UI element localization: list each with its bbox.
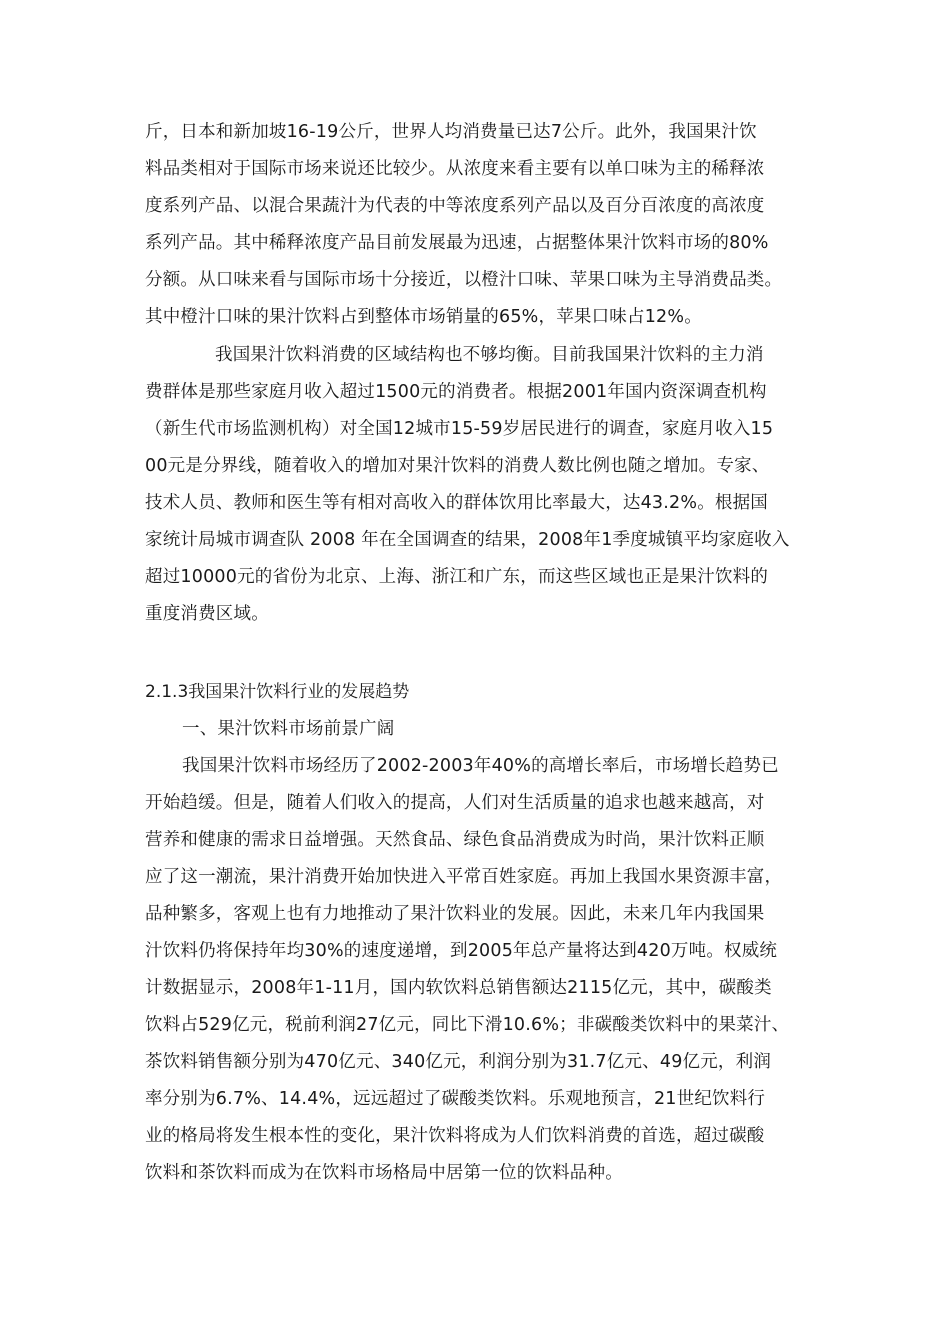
text-line: 分额。从口味来看与国际市场十分接近，以橙汁口味、苹果口味为主导消费品类。 bbox=[145, 270, 783, 290]
subheading: 一、果汁饮料市场前景广阔 bbox=[182, 719, 395, 739]
text-line: 汁饮料仍将保持年均30%的速度递增，到2005年总产量将达到420万吨。权威统 bbox=[145, 941, 778, 961]
text-line: 我国果汁饮料市场经历了2002-2003年40%的高增长率后，市场增长趋势已 bbox=[182, 756, 779, 776]
text-line: 开始趋缓。但是，随着人们收入的提高，人们对生活质量的追求也越来越高，对 bbox=[145, 793, 765, 813]
text-line: 茶饮料销售额分别为470亿元、340亿元，利润分别为31.7亿元、49亿元，利润 bbox=[145, 1052, 772, 1072]
text-line: 计数据显示，2008年1-11月，国内软饮料总销售额达2115亿元，其中，碳酸类 bbox=[145, 978, 772, 998]
text-line: 斤，日本和新加坡16-19公斤，世界人均消费量已达7公斤。此外，我国果汁饮 bbox=[145, 122, 757, 142]
text-line: 其中橙汁口味的果汁饮料占到整体市场销量的65%，苹果口味占12%。 bbox=[145, 307, 702, 327]
text-line: 料品类相对于国际市场来说还比较少。从浓度来看主要有以单口味为主的稀释浓 bbox=[145, 159, 765, 179]
section-heading: 2.1.3我国果汁饮料行业的发展趋势 bbox=[145, 682, 410, 702]
text-line: 系列产品。其中稀释浓度产品目前发展最为迅速，占据整体果汁饮料市场的80% bbox=[145, 233, 769, 253]
text-line: 品种繁多，客观上也有力地推动了果汁饮料业的发展。因此，未来几年内我国果 bbox=[145, 904, 765, 924]
text-line: （新生代市场监测机构）对全国12城市15-59岁居民进行的调查，家庭月收入15 bbox=[145, 419, 774, 439]
text-line: 技术人员、教师和医生等有相对高收入的群体饮用比率最大，达43.2%。根据国 bbox=[145, 493, 768, 513]
text-line: 应了这一潮流，果汁消费开始加快进入平常百姓家庭。再加上我国水果资源丰富， bbox=[145, 867, 783, 887]
text-line: 率分别为6.7%、14.4%，远远超过了碳酸类饮料。乐观地预言，21世纪饮料行 bbox=[145, 1089, 766, 1109]
text-line: 重度消费区域。 bbox=[145, 604, 269, 624]
text-line: 饮料和茶饮料而成为在饮料市场格局中居第一位的饮料品种。 bbox=[145, 1163, 623, 1183]
text-line: 费群体是那些家庭月收入超过1500元的消费者。根据2001年国内资深调查机构 bbox=[145, 382, 767, 402]
text-line: 家统计局城市调查队 2008 年在全国调查的结果，2008年1季度城镇平均家庭收入 bbox=[145, 530, 790, 550]
text-line: 超过10000元的省份为北京、上海、浙江和广东，而这些区域也正是果汁饮料的 bbox=[145, 567, 769, 587]
text-line: 饮料占529亿元，税前利润27亿元，同比下滑10.6%；非碳酸类饮料中的果菜汁、 bbox=[145, 1015, 790, 1035]
text-line: 度系列产品、以混合果蔬汁为代表的中等浓度系列产品以及百分百浓度的高浓度 bbox=[145, 196, 765, 216]
text-line: 我国果汁饮料消费的区域结构也不够均衡。目前我国果汁饮料的主力消 bbox=[215, 345, 764, 365]
text-line: 00元是分界线，随着收入的增加对果汁饮料的消费人数比例也随之增加。专家、 bbox=[145, 456, 770, 476]
text-line: 营养和健康的需求日益增强。天然食品、绿色食品消费成为时尚，果汁饮料正顺 bbox=[145, 830, 765, 850]
text-line: 业的格局将发生根本性的变化，果汁饮料将成为人们饮料消费的首选，超过碳酸 bbox=[145, 1126, 765, 1146]
